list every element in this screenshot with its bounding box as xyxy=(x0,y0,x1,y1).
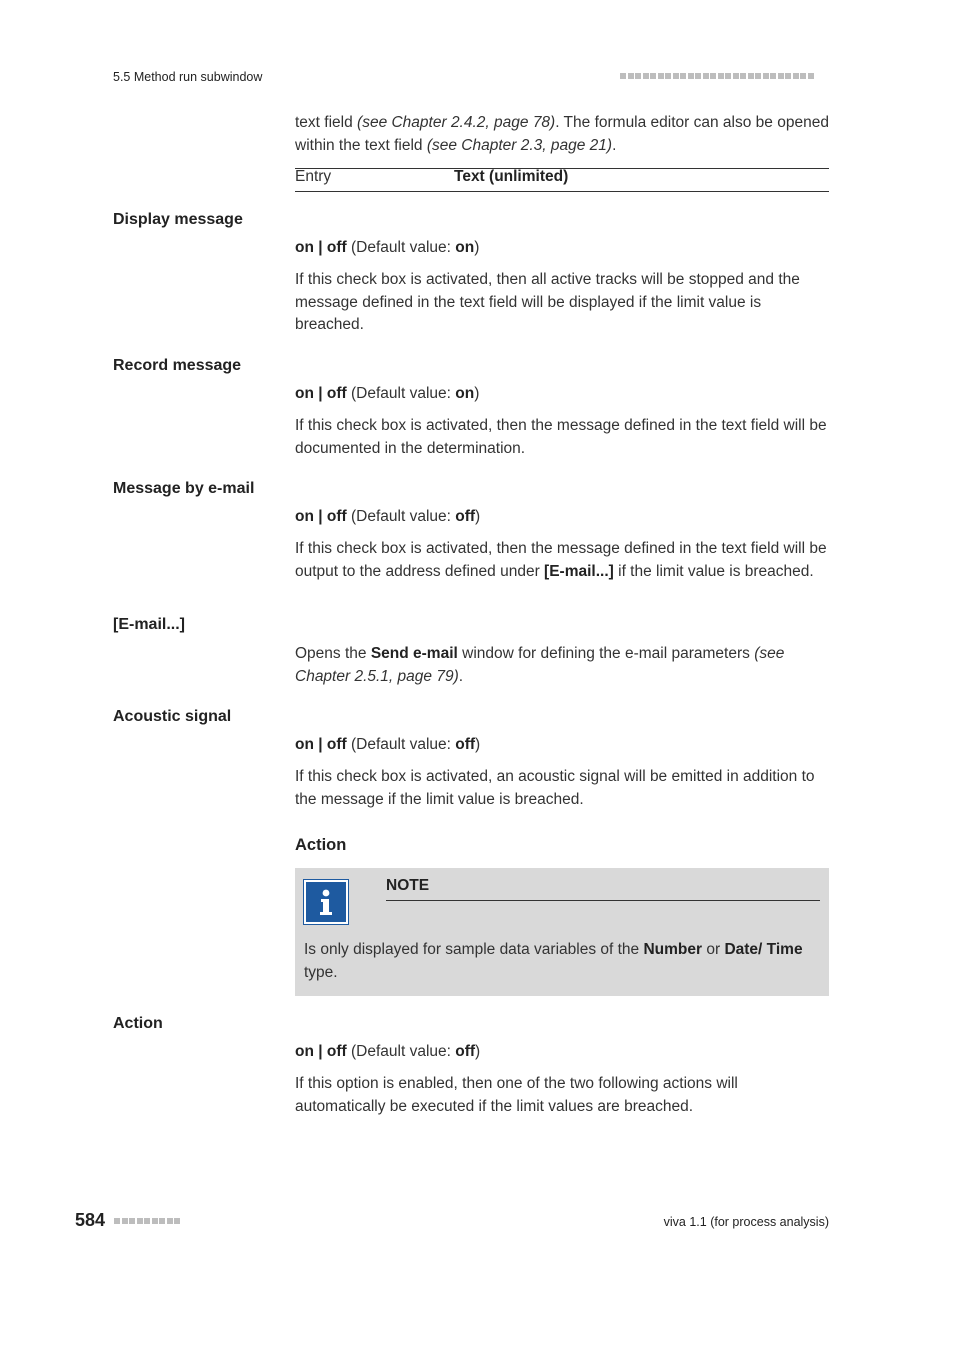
header-dot-bar xyxy=(620,73,814,79)
footer-dot-bar xyxy=(114,1218,180,1224)
email-button-description: Opens the Send e-mail window for defining the e-mail parameters (see Chapter 2.5.1, page 79). xyxy=(295,645,785,685)
action-label: Action xyxy=(113,1015,163,1032)
chapter-reference: (see Chapter 2.4.2, page 78) xyxy=(357,114,556,131)
record-message-values: on | off (Default value: on) xyxy=(295,385,480,402)
note-box xyxy=(295,868,829,996)
display-message-label: Display message xyxy=(113,211,243,228)
entry-value: Text (unlimited) xyxy=(454,168,569,185)
entry-table-bottom-rule xyxy=(295,191,829,192)
record-message-description: If this check box is activated, then the message defined in the text field will be documented in the determination. xyxy=(295,417,827,457)
acoustic-signal-label: Acoustic signal xyxy=(113,708,232,725)
email-button-label: [E-mail...] xyxy=(113,616,186,633)
action-values: on | off (Default value: off) xyxy=(295,1043,481,1060)
entry-label: Entry xyxy=(295,168,332,185)
message-by-email-description: If this check box is activated, then the message defined in the text field will be output to the address defined under [E-mail...] if the limit value is breached. xyxy=(295,540,827,580)
record-message-label: Record message xyxy=(113,357,242,374)
page-number: 584 xyxy=(75,1210,106,1230)
note-title-rule xyxy=(386,900,820,901)
display-message-description: If this check box is activated, then all active tracks will be stopped and the message defined in the text field will be displayed if the limit value is breached. xyxy=(295,271,800,333)
acoustic-signal-description: If this check box is activated, an acoustic signal will be emitted in addition to the message if the limit value is breached. xyxy=(295,768,815,808)
acoustic-signal-values: on | off (Default value: off) xyxy=(295,736,481,753)
action-subheading: Action xyxy=(295,836,347,854)
action-description: If this option is enabled, then one of the two following actions will automatically be executed if the limit values are breached. xyxy=(295,1075,738,1115)
message-by-email-values: on | off (Default value: off) xyxy=(295,508,481,525)
intro-paragraph: text field (see Chapter 2.4.2, page 78). The formula editor can also be opened within the text field (see Chapter 2.3, page 21). xyxy=(295,114,829,154)
note-text: Is only displayed for sample data variables of the Number or Date/ Time type. xyxy=(304,941,803,981)
note-title: NOTE xyxy=(386,877,430,894)
display-message-values: on | off (Default value: on) xyxy=(295,239,480,256)
footer-product-name: viva 1.1 (for process analysis) xyxy=(663,1215,829,1229)
chapter-reference: (see Chapter 2.3, page 21) xyxy=(426,136,613,154)
info-icon xyxy=(304,880,348,924)
message-by-email-label: Message by e-mail xyxy=(113,480,255,497)
running-header-section: 5.5 Method run subwindow xyxy=(113,70,263,84)
chapter-reference: (see Chapter 2.5.1, page 79) xyxy=(295,645,785,685)
